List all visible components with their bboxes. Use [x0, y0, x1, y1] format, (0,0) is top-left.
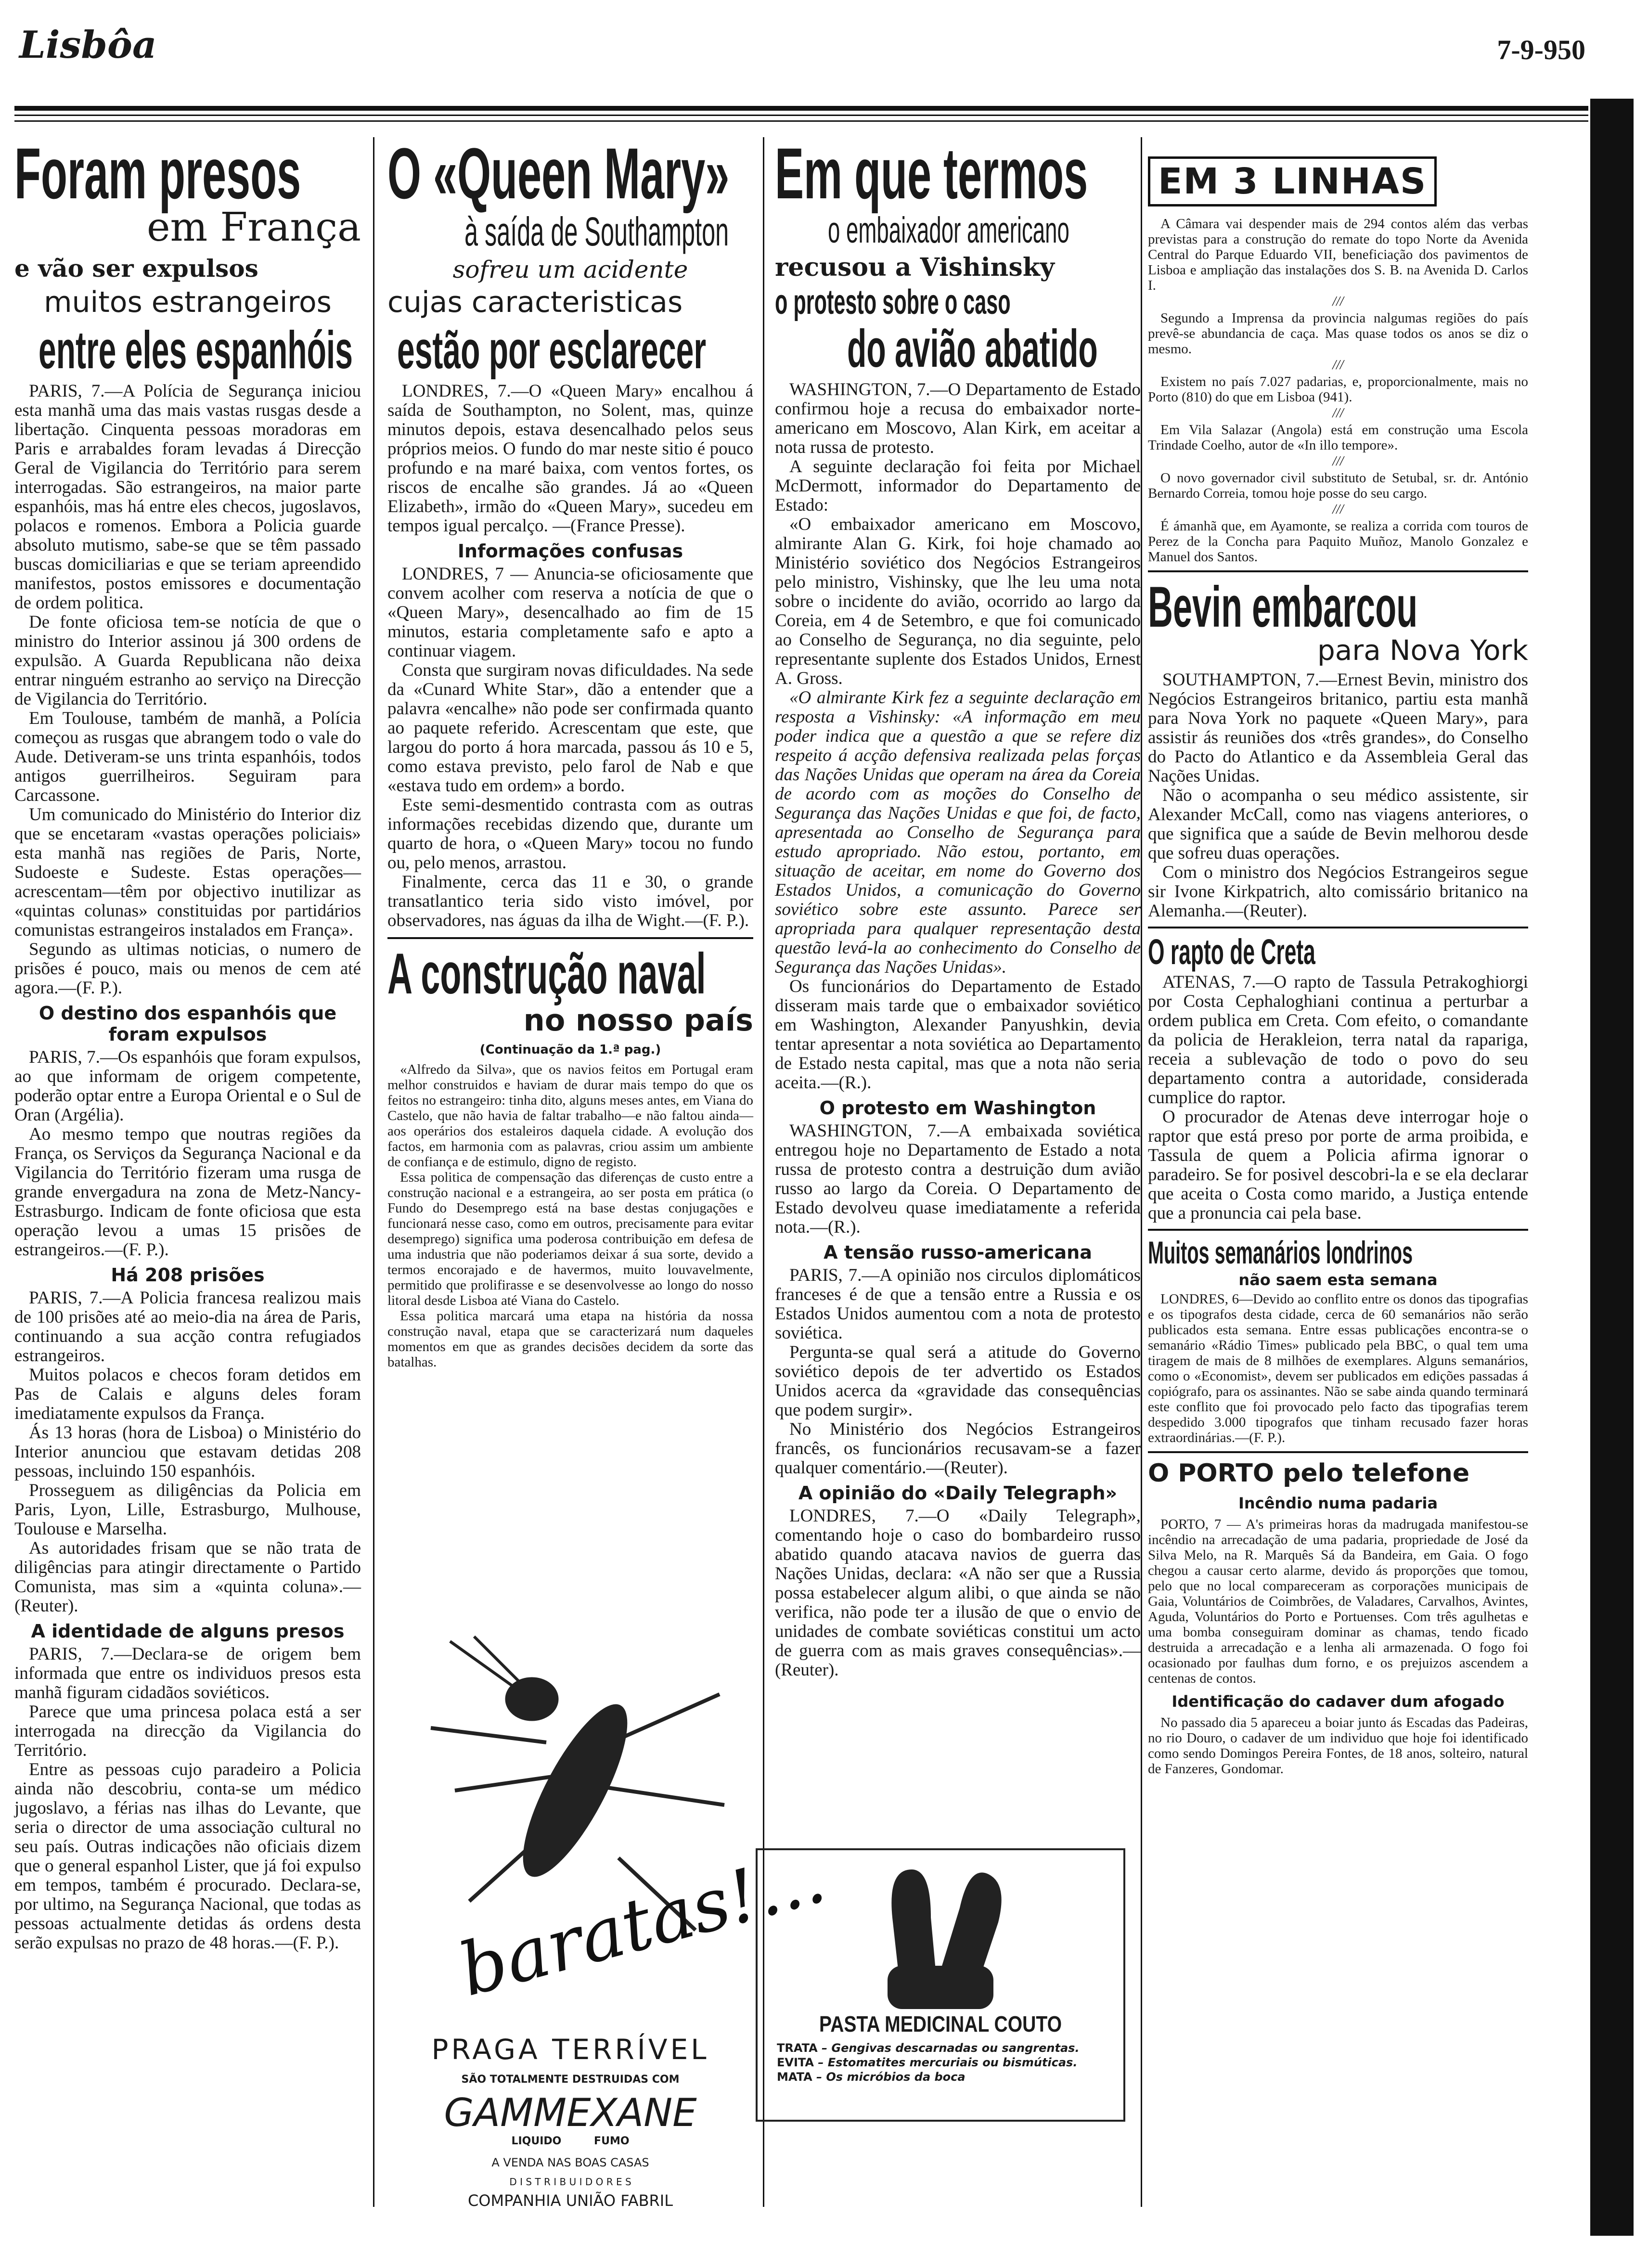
article-aviao-abatido: [775, 133, 1141, 1680]
top-rule-thin-2: [14, 120, 1588, 122]
paragraph: LONDRES, 6—Devido ao conflito entre os donos das tipografias e os tipografos desta cidade, cerca de 60 semanários não serão publicados esta semana. Entre essas publicações encontra-se o semanário «Rádio Times» publicado pela BBC, o qual tem uma tiragem de mais de 8 milhões de exemplares. Alguns semanários, como o «Economist», devem ser publicados em edições passadas á copiógrafo, para os assinantes. Não se sabe ainda quando terminará este conflito que foi provocado pelo facto das tipografias terem despedido 3.000 tipografos que tinham recusado fazer horas extraordinárias.—(F. P.).: [1148, 1291, 1528, 1445]
top-rule: [14, 106, 1588, 111]
pasta-couto-ad: [756, 1848, 1125, 2122]
subheading: Há 208 prisões: [111, 1264, 265, 1286]
headline: Muitos semanários londrinos: [1148, 1235, 1413, 1270]
paragraph: Em Toulouse, também de manhã, a Polícia começou as rusgas que abrangem todo o vale do Aude. Detiveram-se uns trinta espanhóis, todos antigos guerrilheiros. Seguiram para Carcassone.: [14, 709, 361, 805]
article-queen-mary: [387, 133, 753, 1370]
paragraph: No Ministério dos Negócios Estrangeiros francês, os funcionários recusavam-se a fazer qualquer comentário.—(Reuter).: [775, 1419, 1141, 1478]
divider: [1148, 1229, 1528, 1231]
subheading: O protesto em Washington: [819, 1097, 1096, 1119]
headline-sub: em França: [147, 205, 361, 250]
brief: Segundo a Imprensa da provincia nalgumas regiões do país prevê-se abundancia de caça. Mas quase todos os anos se diz o mesmo.: [1148, 310, 1528, 357]
paragraph: Parece que uma princesa polaca está a ser interrogada na direcção da Vigilancia do Território.: [14, 1702, 361, 1760]
brief: Existem no país 7.027 padarias, e, proporcionalmente, mais no Porto (810) do que em Lisboa (941).: [1148, 374, 1528, 405]
subheading: A opinião do «Daily Telegraph»: [798, 1482, 1118, 1504]
paragraph: PORTO, 7 — A's primeiras horas da madrugada manifestou-se incêndio na arrecadação de uma padaria, propriedade de José da Silva Melo, na R. Marquês Sá da Bandeira, em Gaia. O fogo chegou a causar certo alarme, devido ás proporções que tomou, pelo que no local compareceram as corporações municipais de Gaia, Voluntários de Coimbrões, de Valadares, Carvalhos, Avintes, Aguda, Voluntários do Porto e Portuenses. Com três agulhetas e uma bomba conseguiram dominar as chamas, tendo ficado destruida a arrecadação e a lenha ali armazenada. O fogo foi ocasionado por faulhas dum forno, e os prejuizos ascendem a centenas de contos.: [1148, 1517, 1528, 1686]
divider: [1148, 1451, 1528, 1453]
article-presos-franca: [14, 133, 361, 1953]
paragraph: A seguinte declaração foi feita por Michael McDermott, informador do Departamento de Estado:: [775, 457, 1141, 515]
paragraph: SOUTHAMPTON, 7.—Ernest Bevin, ministro dos Negócios Estrangeiros britanico, partiu esta manhã para Nova York no paquete «Queen Mary», para assistir ás reuniões dos «três grandes», do Conselho do Pacto do Atlantico e da Assembleia Geral das Nações Unidas.: [1148, 670, 1528, 786]
paragraph: PARIS, 7.—A Polícia de Segurança iniciou esta manhã uma das mais vastas rusgas desde a libertação. Cinquenta pessoas moradoras em Paris e arrabaldes foram levadas á Direcção Geral de Vigilancia do Território para serem interrogadas. São estrangeiros, na maior parte espanhóis, mas há entre eles checos, jugoslavos, polacos e romenos. Embora a Policia guarde absoluto mutismo, sabe-se que se têm passado buscas domiciliarias e que se teriam apreendido manifestos, postos emissores e documentação de ordem politica.: [14, 381, 361, 613]
paragraph: Ás 13 horas (hora de Lisboa) o Ministério do Interior anunciou que estavam detidas 208 pessoas, incluindo 150 espanhóis.: [14, 1423, 361, 1481]
ad-brand: GAMMEXANE: [444, 2090, 697, 2135]
paragraph: Entre as pessoas cujo paradeiro a Policia ainda não descobriu, conta-se um médico jugoslavo, a férias nas ilhas do Levante, que seria o director de uma associação cultural no seu país. Outras indicações não oficiais dizem que o general espanhol Lister, que já foi expulso em tempos, também é procurado. Declara-se, por ultimo, na Segurança Nacional, que todas as pessoas actualmente detidas ás ordens desta serão expulsas no prazo de 48 horas.—(F. P.).: [14, 1760, 361, 1953]
headline-sub: o protesto sobre o caso: [775, 283, 1011, 322]
section-title: EM 3 LINHAS: [1158, 161, 1427, 202]
paragraph: De fonte oficiosa tem-se notícia de que o ministro do Interior assinou já 300 ordens de expulsão. A Guarda Republicana não deixa entrar ninguém estranho ao serviço na Direcção de Vigilancia do Território.: [14, 612, 361, 709]
paragraph: WASHINGTON, 7.—O Departamento de Estado confirmou hoje a recusa do embaixador norte-americano em Moscovo, Alan Kirk, em aceitar a nota russa de protesto.: [775, 380, 1141, 457]
em-3-linhas-box: [1148, 156, 1437, 206]
subheading: Incêndio numa padaria: [1238, 1494, 1438, 1512]
column-divider: [373, 137, 374, 2207]
divider: [1148, 927, 1528, 928]
ad-line: SÃO TOTALMENTE DESTRUIDAS COM: [461, 2074, 680, 2086]
ad-line: PRAGA TERRÍVEL: [431, 2033, 709, 2066]
divider: [387, 937, 753, 939]
headline-sub: à saída de Southampton: [464, 209, 729, 254]
headline: Em que termos: [775, 133, 1088, 214]
paragraph: PARIS, 7.—A Policia francesa realizou mais de 100 prisões até ao meio-dia na área de Paris, continuando a sua acção contra refugiados estrangeiros.: [14, 1288, 361, 1366]
paragraph: PARIS, 7.—Declara-se de origem bem informada que entre os individuos presos esta manhã figuram cidadãos soviéticos.: [14, 1644, 361, 1702]
ad-option: FUMO: [594, 2135, 630, 2147]
brief: A Câmara vai despender mais de 294 contos além das verbas previstas para a construção do remate do topo Norte da Avenida Central do Parque Eduardo VII, beneficiação dos pavimentos de Lisboa e ampliação das instalações dos S. B. na Avenida D. Carlos I.: [1148, 216, 1528, 293]
paragraph: Essa politica de compensação das diferenças de custo entre a construção nacional e a estrangeira, ao ser posta em prática (o Fundo do Desemprego está na base destas conjugações e funcionará nesse caso, como em outros, precisamente para evitar desemprego) significa uma poderosa contribuição em defesa de uma industria que não poderiamos deixar á sua sorte, devido a termos encorajado e de havermos, muito louvavelmente, permitido que prolifirasse e se desenvolvesse ao longo do nosso litoral desde Lisboa até Viana do Castelo.: [387, 1170, 753, 1308]
subheading: A identidade de alguns presos: [31, 1621, 345, 1642]
subheading: A tensão russo-americana: [824, 1242, 1092, 1263]
subheading: não saem esta semana: [1238, 1271, 1438, 1289]
paragraph: Pergunta-se qual será a atitude do Governo soviético depois de ter advertido os Estados Unidos acerca da «gravidade das consequências que podem surgir».: [775, 1342, 1141, 1420]
paragraph: ATENAS, 7.—O rapto de Tassula Petrakoghiorgi por Costa Cephaloghiani continua a perturbar a ordem publica em Creta. Com efeito, o comandante da policia de Herakleion, terra natal da rapariga, receia a sublevação de todo o povo do seu departamento contra a autoridade, considerada cumplice do raptor.: [1148, 972, 1528, 1108]
headline: O rapto de Creta: [1148, 932, 1315, 972]
paragraph: Essa politica marcará uma etapa na história da nossa construção naval, etapa que se caracterizará num daqueles momentos em que as grandes decisões decidem da sorte das batalhas.: [387, 1308, 753, 1370]
divider: [1148, 570, 1528, 572]
headline: Bevin embarcou: [1148, 575, 1418, 639]
subheading: Identificação do cadaver dum afogado: [1172, 1692, 1505, 1711]
paragraph: Não o acompanha o seu médico assistente, sir Alexander McCall, como nas viagens anteriores, o que significa que a saúde de Bevin melhorou desde que sofreu duas operações.: [1148, 786, 1528, 863]
ad-title: PASTA MEDICINAL COUTO: [819, 2011, 1062, 2036]
palm-shape: [888, 1966, 993, 2009]
headline-sub: cujas caracteristicas: [387, 285, 683, 319]
separator: ///: [1332, 358, 1344, 373]
headline-sub: no nosso país: [523, 1003, 753, 1038]
paragraph: Ao mesmo tempo que noutras regiões da França, os Serviços da Segurança Nacional e da Vigilancia do Território fizeram uma rusga de grande envergadura na zona de Metz-Nancy-Estrasburgo. Indicam de fonte oficiosa que esta operação levou a umas 15 prisões de estrangeiros.—(F. P.).: [14, 1124, 361, 1260]
ad-line: MATA – Os micróbios da boca: [777, 2070, 966, 2084]
ad-line: TRATA – Gengivas descarnadas ou sangrentas.: [777, 2041, 1080, 2055]
headline: O «Queen Mary»: [387, 133, 730, 214]
brief: Em Vila Salazar (Angola) está em construção uma Escola Trindade Coelho, autor de «In illo tempore».: [1148, 422, 1528, 453]
headline-sub: recusou a Vishinsky: [775, 253, 1055, 282]
headline-sub: muitos estrangeiros: [44, 285, 332, 319]
subheading: O destino dos espanhóis que foram expulsos: [39, 1003, 337, 1045]
top-rule-thin: [14, 115, 1588, 116]
headline-sub: do avião abatido: [847, 319, 1098, 378]
headline: A construção naval: [387, 941, 706, 1006]
insect-head: [505, 1677, 558, 1721]
continuation-note: (Continuação da 1.ª pag.): [479, 1043, 661, 1057]
paragraph: PARIS, 7.—A opinião nos circulos diplomáticos franceses é de que a tensão entre a Russia e os Estados Unidos aumentou com a nota de protesto soviética.: [775, 1265, 1141, 1343]
headline: O PORTO pelo telefone: [1148, 1459, 1470, 1488]
paragraph: «O almirante Kirk fez a seguinte declaração em resposta a Vishinsky: «A informação em meu poder indica que a questão a que se refere diz respeito á acção defensiva realizada pelas forças das Nações Unidas que operam na área da Coreia de acordo com as moções do Conselho de Segurança das Nações Unidas e que foi, de facto, apresentada ao Conselho de Segurança para estudo apropriado. Não estou, portanto, em situação de aceitar, em nome do Governo dos Estados Unidos, a comunicação do Governo soviético sobre este assunto. Parece ser apropriada para qualquer representação desta questão levá-la ao conhecimento do Conselho de Segurança das Nações Unidas».: [775, 688, 1141, 977]
paragraph: Os funcionários do Departamento de Estado disseram mais tarde que o embaixador soviético em Washington, Alexander Panyushkin, devia tentar apresentar a nota soviética ao Departamento de Estado nesta capital, mas que a nota não seria aceita.—(R.).: [775, 977, 1141, 1093]
brief: É ámanhã que, em Ayamonte, se realiza a corrida com touros de Perez de la Concha para Paquito Muñoz, Manolo Gonzalez e Manuel dos Santos.: [1148, 518, 1528, 565]
separator: ///: [1332, 406, 1344, 421]
ad-line: D I S T R I B U I D O R E S: [509, 2176, 631, 2188]
paragraph: PARIS, 7.—Os espanhóis que foram expulsos, ao que informam de origem competente, poderão optar entre a Europa Oriental e o Sul de Oran (Argélia).: [14, 1047, 361, 1125]
paragraph: LONDRES, 7.—O «Queen Mary» encalhou á saída de Southampton, no Solent, mas, quinze minutos depois, estava desencalhado pelos seus próprios meios. O fundo do mar neste sitio é pouco profundo e na maré baixa, com ventos fortes, os riscos de encalhe são grandes. Já ao «Queen Elizabeth», irmão do «Queen Mary», sucedeu em tempos igual percalço. —(France Presse).: [387, 381, 753, 536]
headline: Foram presos: [14, 133, 301, 214]
masthead-date: 7-9-950: [1497, 34, 1585, 65]
paragraph: Este semi-desmentido contrasta com as outras informações recebidas dizendo que, durante um quarto de hora, o «Queen Mary» tocou no fundo ou, pelo menos, arrastou.: [387, 795, 753, 873]
separator: ///: [1332, 454, 1344, 469]
headline-sub: o embaixador americano: [828, 210, 1069, 251]
ad-options: [387, 2135, 753, 2147]
paragraph: Com o ministro dos Negócios Estrangeiros segue sir Ivone Kirkpatrich, alto comissário britanico na Alemanha.—(Reuter).: [1148, 863, 1528, 921]
paragraph: O procurador de Atenas deve interrogar hoje o raptor que está preso por porte de arma proibida, e Tassula de quem a Policia afirma ignorar o paradeiro. Se for posivel descobri-la e se ela declarar que aceita o Costa como marido, a Justiça entende que a pronuncia cai pela base.: [1148, 1107, 1528, 1223]
paragraph: Muitos polacos e checos foram detidos em Pas de Calais e alguns deles foram imediatamente expulsos da França.: [14, 1365, 361, 1423]
subheading: Informações confusas: [457, 541, 683, 562]
paragraph: Consta que surgiram novas dificuldades. Na sede da «Cunard White Star», dão a entender que a palavra «encalhe» não pode ser confirmada quanto ao paquete referido. Acrescentam que este, que largou do porto á hora marcada, passou ás 10 e 5, como estava previsto, pelo farol de Nab e que «estava tudo em ordem» a bordo.: [387, 660, 753, 796]
column-divider: [1141, 137, 1142, 2207]
headline-sub: e vão ser expulsos: [14, 254, 258, 283]
hand-illustration: [758, 1850, 1123, 2009]
headline-sub: entre eles espanhóis: [39, 321, 353, 380]
paragraph: LONDRES, 7.—O «Daily Telegraph», comentando hoje o caso do bombardeiro russo abatido quando atacava navios de guerra das Nações Unidas, declara: «A não ser que a Russia possa estabelecer algum alibi, o que ainda se não verifica, não pode ter a ilusão de que o envio de unidades de combate soviéticas constitui um acto de guerra com as mais graves consequências».—(Reuter).: [775, 1506, 1141, 1680]
headline-sub: para Nova York: [1317, 634, 1528, 667]
gammexane-ad: [387, 1632, 834, 2229]
column-briefs: [1148, 137, 1528, 1777]
brief: O novo governador civil substituto de Setubal, sr. dr. António Bernardo Correia, tomou hoje posse do seu cargo.: [1148, 470, 1528, 501]
paragraph: No passado dia 5 apareceu a boiar junto ás Escadas das Padeiras, no rio Douro, o cadaver de um individuo que hoje foi identificado como sendo Domingos Pereira Fontes, de 18 anos, solteiro, natural de Fanzeres, Gondomar.: [1148, 1715, 1528, 1777]
headline-sub: sofreu um acidente: [452, 256, 688, 284]
paragraph: «Alfredo da Silva», que os navios feitos em Portugal eram melhor construidos e haviam de durar mais tempo do que os feitos no estrangeiro: tinha dito, alguns meses antes, em Viana do Castelo, que não havia de faltar trabalho—e não faltou ainda—aos operários dos estaleiros daquela cidade. A evolução dos factos, em harmonia com as palavras, criou assim um ambiente de confiança e de estimulo, digno de registo.: [387, 1062, 753, 1170]
ad-line: EVITA – Estomatites mercuriais ou bismúticas.: [777, 2056, 1078, 2069]
mosquito-illustration: [387, 1632, 834, 2026]
ad-line: A VENDA NAS BOAS CASAS: [491, 2156, 649, 2169]
paragraph: LONDRES, 7 — Anuncia-se oficiosamente que convem acolher com reserva a notícia de que o «Queen Mary», desencalhado ao fim de 15 minutos, estaria completamente safo e apto a continuar viagem.: [387, 564, 753, 661]
ad-option: LIQUIDO: [511, 2135, 562, 2147]
paragraph: As autoridades frisam que se não trata de diligências para atingir directamente o Partido Comunista, mas sim a «quinta coluna».—(Reuter).: [14, 1538, 361, 1616]
masthead-title: Lisbôa: [19, 23, 157, 67]
paragraph: «O embaixador americano em Moscovo, almirante Alan G. Kirk, foi hoje chamado ao Ministério soviético dos Negócios Estrangeiros pelo ministro, Vishinsky, que lhe leu uma nota sobre o incidente do avião, ocorrido ao largo da Coreia, em 4 de Setembro, e que foi comunicado ao Conselho de Segurança, no dia seguinte, pelo representante suplente dos Estados Unidos, Ernest A. Gross.: [775, 515, 1141, 688]
ad-company: COMPANHIA UNIÃO FABRIL: [467, 2191, 673, 2210]
right-margin-bar: [1590, 99, 1634, 2236]
paragraph: Segundo as ultimas noticias, o numero de prisões é pouco, mais ou menos de cem até agora.—(F. P.).: [14, 940, 361, 998]
paragraph: Finalmente, cerca das 11 e 30, o grande transatlantico teria sido visto imóvel, por observadores, nas águas da ilha de Wight.—(F. P.).: [387, 872, 753, 930]
separator: ///: [1332, 502, 1344, 517]
headline-sub: estão por esclarecer: [397, 321, 707, 380]
separator: ///: [1332, 294, 1344, 309]
ad-script: baratas!...: [451, 1835, 834, 2013]
paragraph: WASHINGTON, 7.—A embaixada soviética entregou hoje no Departamento de Estado a nota russa de protesto contra a destruição dum avião russo ao largo da Coreia. O Departamento de Estado devolveu quase imediatamente a referida nota.—(R.).: [775, 1121, 1141, 1237]
paragraph: Prosseguem as diligências da Policia em Paris, Lyon, Lille, Estrasburgo, Mulhouse, Toulouse e Marselha.: [14, 1481, 361, 1539]
paragraph: Um comunicado do Ministério do Interior diz que se encetaram «vastas operações policiais» esta manhã nas regiões de Paris, Norte, Sudoeste e Sudeste. Estas operações—acrescentam—têm por objectivo inutilizar as «quintas colunas» constituidas por partidários comunistas estrangeiros instalados em França».: [14, 805, 361, 940]
